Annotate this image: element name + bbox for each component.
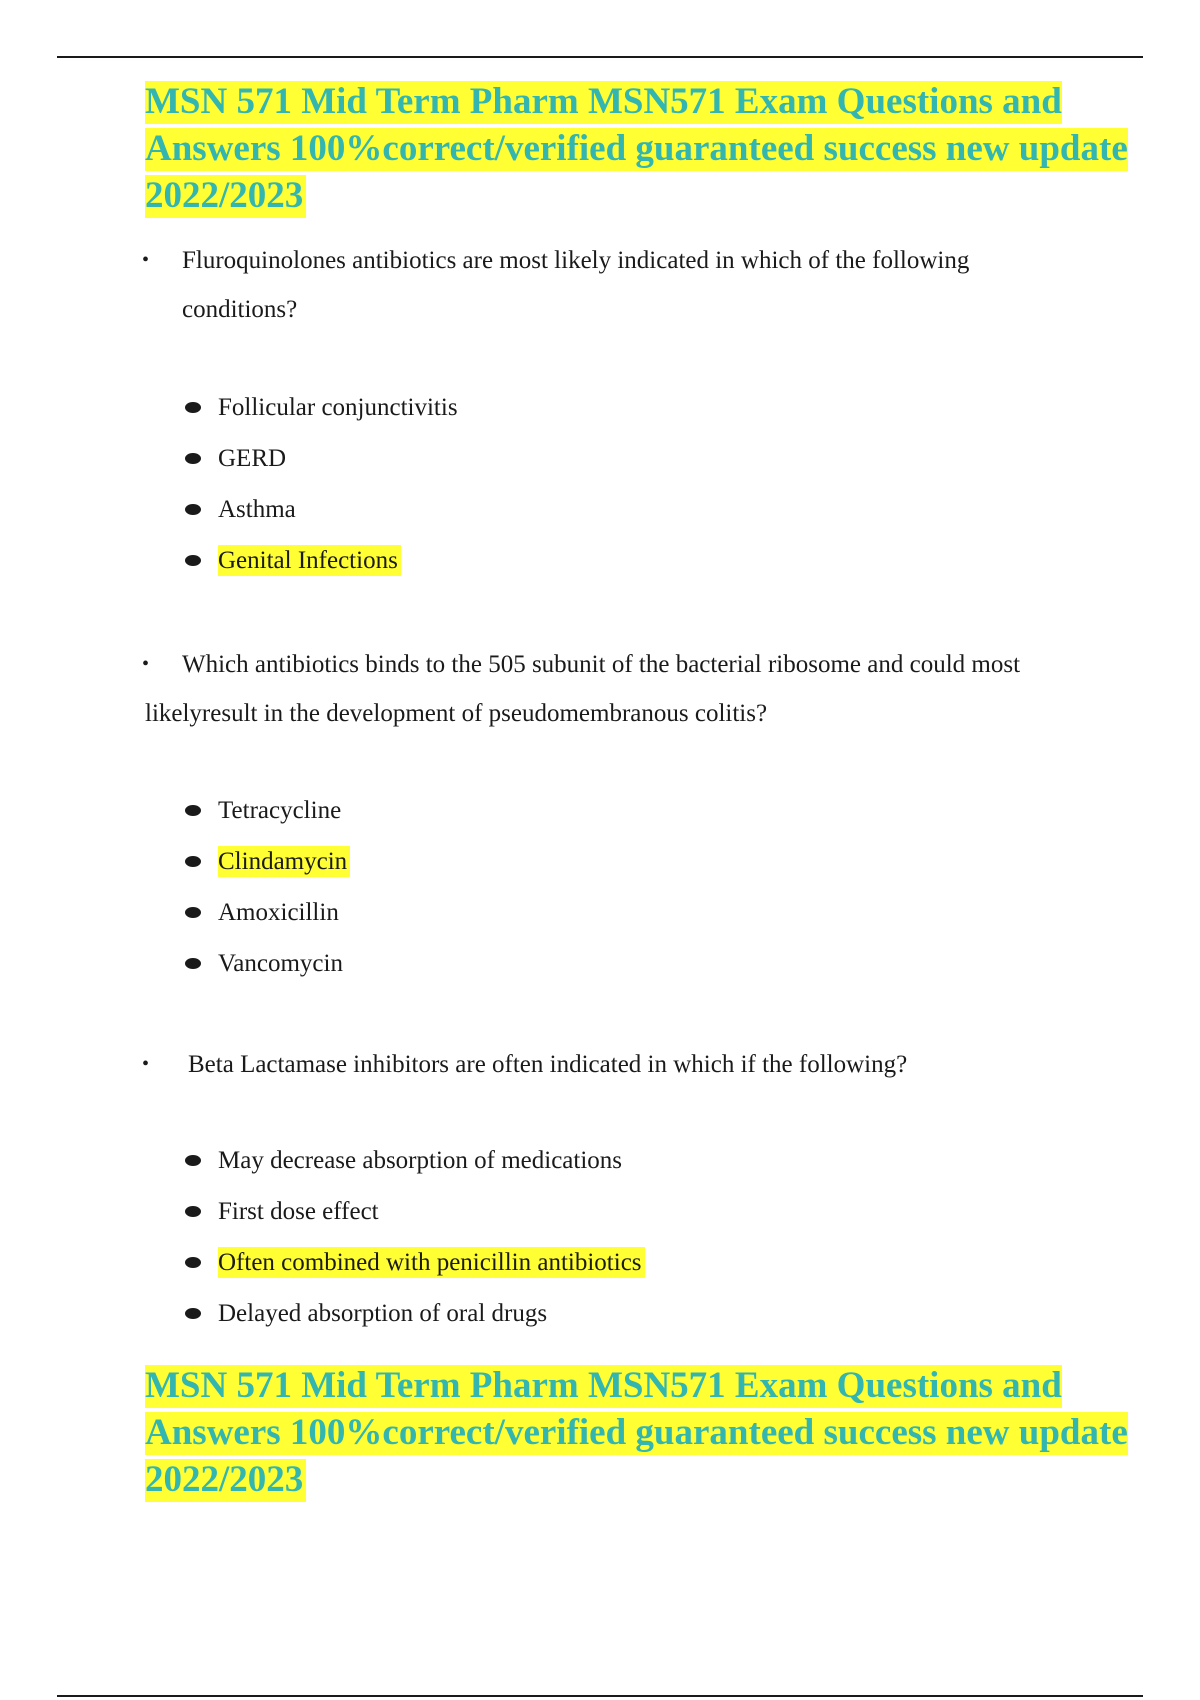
option-item [185, 946, 350, 997]
question-3-text: Beta Lactamase inhibitors are often indicated in which if the following? [188, 1051, 908, 1078]
question-2-options [185, 793, 350, 997]
question-3-options [185, 1143, 645, 1347]
top-rule [57, 56, 1143, 58]
bullet-dot-icon [185, 907, 201, 918]
bullet-dot-icon [185, 958, 201, 969]
bottom-rule [57, 1695, 1143, 1697]
question-1-options [185, 390, 458, 594]
question-2-text: Which antibiotics binds to the 505 subunit of the bacterial ribosome and could most likelyresult in the development of pseudomembranous colitis? [145, 651, 1021, 727]
bullet-dot-icon [185, 1155, 201, 1166]
bullet-dot-icon [185, 1257, 201, 1268]
bullet-icon: • [142, 1053, 150, 1075]
option-item-correct [185, 844, 350, 895]
bullet-dot-icon [185, 1308, 201, 1319]
option-text: Tetracycline [218, 797, 342, 824]
footer-title-text: MSN 571 Mid Term Pharm MSN571 Exam Questions and Answers 100%correct/verified guaranteed success new update 2022/2023 [145, 1365, 1128, 1500]
option-item [185, 441, 458, 492]
option-item [185, 895, 350, 946]
bullet-dot-icon [185, 453, 201, 464]
bullet-dot-icon [185, 1206, 201, 1217]
option-text: Vancomycin [218, 950, 343, 977]
question-3 [142, 1040, 1118, 1089]
option-item [185, 1194, 645, 1245]
option-text: Asthma [218, 496, 296, 523]
question-1-text: Fluroquinolones antibiotics are most likely indicated in which of the following conditions? [182, 247, 970, 323]
option-text: First dose effect [218, 1198, 379, 1225]
bullet-dot-icon [185, 805, 201, 816]
option-item-correct [185, 543, 458, 594]
bullet-dot-icon [185, 555, 201, 566]
correct-answer-highlight: Often combined with penicillin antibiotics [218, 1247, 645, 1278]
question-2 [142, 640, 1075, 738]
bullet-dot-icon [185, 504, 201, 515]
bullet-dot-icon [185, 856, 201, 867]
option-item [185, 1143, 645, 1194]
option-text: GERD [218, 445, 287, 472]
correct-answer-highlight: Genital Infections [218, 545, 401, 576]
option-text: Amoxicillin [218, 899, 339, 926]
footer-title [145, 1362, 1145, 1503]
correct-answer-highlight: Clindamycin [218, 846, 350, 877]
document-title-text: MSN 571 Mid Term Pharm MSN571 Exam Questions and Answers 100%correct/verified guaranteed success new update 2022/2023 [145, 81, 1128, 216]
option-text: Follicular conjunctivitis [218, 394, 458, 421]
option-item [185, 793, 350, 844]
option-item [185, 492, 458, 543]
option-item [185, 1296, 645, 1347]
bullet-icon: • [142, 249, 150, 271]
bullet-icon: • [142, 653, 150, 675]
question-1 [142, 236, 1082, 334]
option-item-correct [185, 1245, 645, 1296]
option-item [185, 390, 458, 441]
option-text: May decrease absorption of medications [218, 1147, 623, 1174]
bullet-dot-icon [185, 402, 201, 413]
document-title [145, 78, 1145, 219]
option-text: Delayed absorption of oral drugs [218, 1300, 548, 1327]
